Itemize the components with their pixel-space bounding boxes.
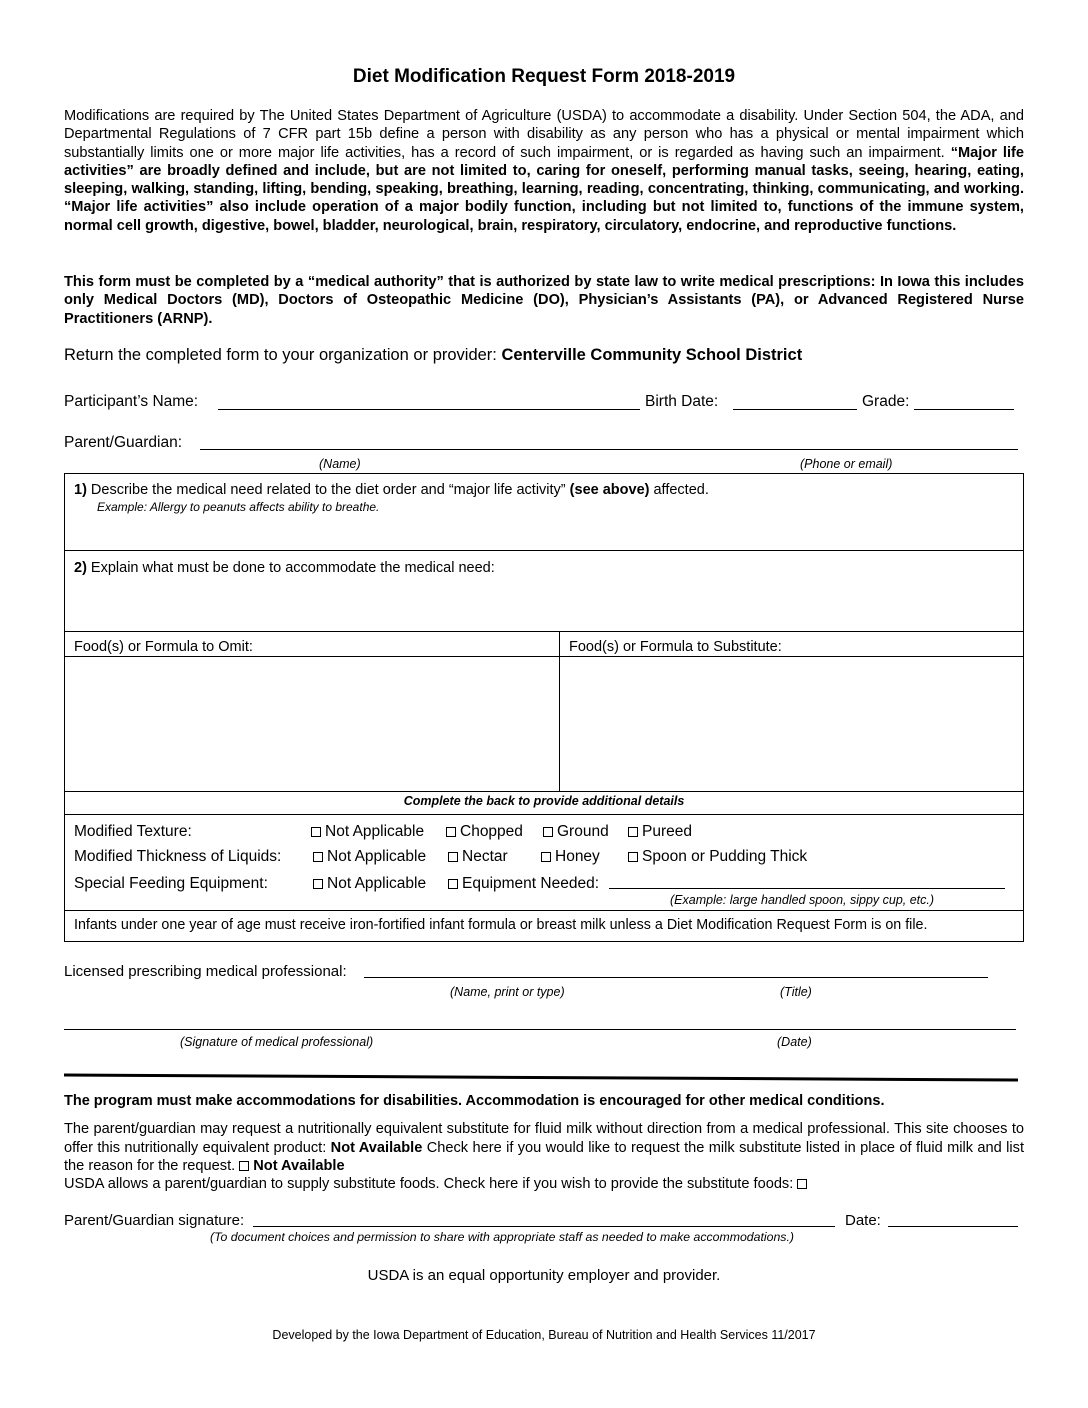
checkbox[interactable] bbox=[628, 852, 638, 862]
question-1-number: 1) bbox=[74, 482, 87, 498]
checkbox[interactable] bbox=[446, 827, 456, 837]
question-2-text: Explain what must be done to accommodate the medical need: bbox=[86, 560, 495, 576]
texture-not-applicable[interactable]: Not Applicable bbox=[311, 823, 424, 841]
professional-date-hint: (Date) bbox=[777, 1035, 812, 1049]
equal-opportunity: USDA is an equal opportunity employer and provider. bbox=[367, 1267, 721, 1284]
phone-hint: (Phone or email) bbox=[800, 457, 893, 471]
footer: Developed by the Iowa Department of Education, Bureau of Nutrition and Health Services 11/2017 bbox=[272, 1328, 816, 1342]
divider bbox=[64, 910, 1024, 911]
birth-date-label: Birth Date: bbox=[645, 393, 719, 410]
question-1 bbox=[74, 482, 709, 498]
checkbox[interactable] bbox=[313, 852, 323, 862]
substitute-field[interactable] bbox=[562, 659, 1022, 789]
participant-name-field[interactable] bbox=[218, 409, 640, 410]
question-2-number: 2) bbox=[74, 560, 87, 576]
professional-signature-field[interactable] bbox=[64, 1029, 1016, 1030]
return-line bbox=[64, 346, 802, 365]
divider bbox=[64, 550, 1024, 551]
checkbox[interactable] bbox=[628, 827, 638, 837]
name-hint: (Name) bbox=[319, 457, 361, 471]
texture-ground[interactable]: Ground bbox=[543, 823, 609, 841]
question-1-end: affected. bbox=[649, 482, 709, 498]
participant-name-label: Participant’s Name: bbox=[64, 393, 199, 410]
parent-signature-label: Parent/Guardian signature: bbox=[64, 1212, 245, 1229]
liquids-nectar[interactable]: Nectar bbox=[448, 848, 508, 866]
major-life-activities-text: “Major life activities” are broadly defined and include, but are not limited to, caring for oneself, performing manual tasks, seeing, hearing, eating, sleeping, walking, standing, lifting, bending, speaking, breathing, learning, reading, concentrating, thinking, communicating, and working. “Major life activities” also include operation of a major bodily function, including but not limited to, functions of the immune system, normal cell growth, digestive, bowel, bladder, neurological, brain, respiratory, circulatory, endocrine, and reproductive functions. bbox=[64, 144, 1025, 234]
substitute-label: Food(s) or Formula to Substitute: bbox=[569, 639, 782, 655]
checkbox[interactable] bbox=[448, 879, 458, 889]
question-1-example: Example: Allergy to peanuts affects ability to breathe. bbox=[97, 500, 380, 514]
back-note: Complete the back to provide additional details bbox=[403, 794, 685, 808]
parent-signature-hint: (To document choices and permission to share with appropriate staff as needed to make accommodations.) bbox=[210, 1230, 794, 1244]
liquids-spoon-thick[interactable]: Spoon or Pudding Thick bbox=[628, 848, 807, 866]
milk-paragraph bbox=[64, 1120, 1024, 1176]
grade-field[interactable] bbox=[914, 409, 1014, 410]
checkbox[interactable] bbox=[313, 879, 323, 889]
divider bbox=[64, 656, 1024, 657]
texture-label: Modified Texture: bbox=[74, 823, 192, 840]
professional-title-hint: (Title) bbox=[780, 985, 812, 999]
parent-guardian-field[interactable] bbox=[200, 449, 1018, 450]
equipment-needed-field[interactable] bbox=[609, 888, 1005, 889]
equipment-example: (Example: large handled spoon, sippy cup, etc.) bbox=[670, 893, 935, 907]
question-1-text: Describe the medical need related to the diet order and “major life activity” bbox=[86, 482, 570, 498]
question-1-answer[interactable] bbox=[66, 504, 1022, 548]
infant-note: Infants under one year of age must receive iron-fortified infant formula or breast milk unless a Diet Modification Request Form is on file. bbox=[74, 917, 928, 933]
milk-substitute-checkbox[interactable] bbox=[239, 1161, 249, 1171]
liquids-honey[interactable]: Honey bbox=[541, 848, 600, 866]
equipment-not-applicable[interactable]: Not Applicable bbox=[313, 875, 426, 893]
equipment-needed[interactable]: Equipment Needed: bbox=[448, 875, 599, 893]
question-2-answer[interactable] bbox=[66, 580, 1022, 628]
professional-name-hint: (Name, print or type) bbox=[450, 985, 565, 999]
divider bbox=[64, 791, 1024, 792]
return-text: Return the completed form to your organization or provider: bbox=[64, 346, 502, 364]
usda-substitute-line bbox=[64, 1176, 811, 1192]
parent-date-field[interactable] bbox=[888, 1226, 1018, 1227]
checkbox[interactable] bbox=[448, 852, 458, 862]
checkbox[interactable] bbox=[543, 827, 553, 837]
milk-product-2: Not Available bbox=[253, 1158, 345, 1174]
grade-label: Grade: bbox=[862, 393, 910, 410]
medical-authority-paragraph bbox=[64, 273, 1024, 328]
divider bbox=[64, 814, 1024, 815]
texture-chopped[interactable]: Chopped bbox=[446, 823, 523, 841]
question-2 bbox=[74, 560, 495, 576]
liquids-not-applicable[interactable]: Not Applicable bbox=[313, 848, 426, 866]
form-title: Diet Modification Request Form 2018-2019 bbox=[352, 66, 736, 87]
see-above: (see above) bbox=[569, 482, 650, 498]
signature-hint: (Signature of medical professional) bbox=[180, 1035, 374, 1049]
intro-paragraph bbox=[64, 107, 1024, 235]
texture-pureed[interactable]: Pureed bbox=[628, 823, 692, 841]
omit-label: Food(s) or Formula to Omit: bbox=[74, 639, 253, 655]
parent-guardian-label: Parent/Guardian: bbox=[64, 434, 183, 451]
checkbox[interactable] bbox=[311, 827, 321, 837]
professional-name-field[interactable] bbox=[364, 977, 988, 978]
omit-field[interactable] bbox=[66, 659, 557, 789]
parent-signature-field[interactable] bbox=[253, 1226, 835, 1227]
equipment-label: Special Feeding Equipment: bbox=[74, 875, 268, 892]
divider bbox=[64, 631, 1024, 632]
birth-date-field[interactable] bbox=[733, 409, 857, 410]
usda-substitute-text: USDA allows a parent/guardian to supply substitute foods. Check here if you wish to provide the substitute foods: bbox=[64, 1176, 798, 1192]
accommodations-note: The program must make accommodations for disabilities. Accommodation is encouraged for other medical conditions. bbox=[64, 1093, 885, 1109]
checkbox[interactable] bbox=[541, 852, 551, 862]
divider bbox=[559, 631, 560, 791]
substitute-foods-checkbox[interactable] bbox=[797, 1179, 807, 1189]
professional-label: Licensed prescribing medical professional: bbox=[64, 963, 347, 980]
parent-date-label: Date: bbox=[845, 1212, 881, 1229]
section-divider bbox=[64, 1074, 1018, 1082]
medical-authority-text: This form must be completed by a “medical authority” that is authorized by state law to write medical prescriptions: In Iowa this includes only Medical Doctors (MD), Doctors of Osteopathic Medicine (DO), Physician’s Assistants (PA), or Advanced Registered Nurse Practitioners (ARNP). bbox=[64, 274, 1024, 327]
milk-product: Not Available bbox=[330, 1139, 423, 1156]
liquids-label: Modified Thickness of Liquids: bbox=[74, 848, 282, 865]
organization-name: Centerville Community School District bbox=[501, 346, 803, 364]
milk-text: The parent/guardian may request a nutritionally equivalent substitute for fluid milk without direction from a medical professional. This site chooses to offer this nutritionally equivalent product: bbox=[64, 1121, 1024, 1156]
milk-text-2: Check here if you would like to request the milk substitute listed in place of fluid milk and list the reason for the request. bbox=[64, 1139, 1024, 1174]
intro-text: Modifications are required by The United States Department of Agriculture (USDA) to accommodate a disability. Under Section 504, the ADA, and Departmental Regulations of 7 CFR part 15b define a person with disability as any person who has a physical or mental impairment which substantially limits one or more major life activities, has a record of such impairment, or is regarded as having such an impairment. bbox=[64, 108, 1024, 161]
